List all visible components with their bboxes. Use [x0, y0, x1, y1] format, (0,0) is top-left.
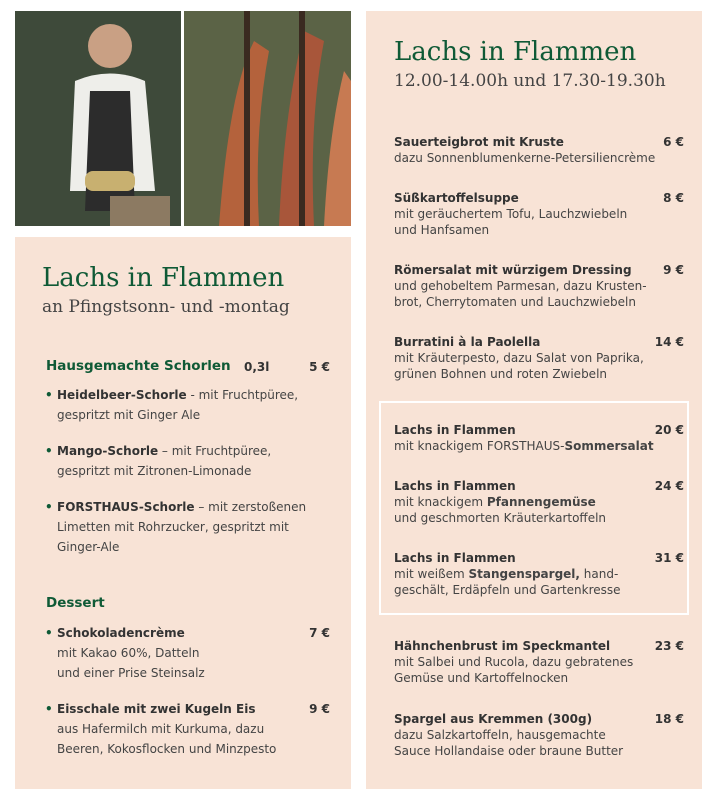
menu-item: Hähnchenbrust im Speckmantel 23 € mit Salbei und Rucola, dazu gebratenes Gemüse und Kartoffelnocken: [394, 639, 684, 685]
menu-item: Burratini à la Paolella 14 € mit Kräuterpesto, dazu Salat von Paprika, grünen Bohnen und roten Zwiebeln: [394, 335, 684, 381]
right-title: Lachs in Flammen: [394, 37, 637, 67]
menu-item: • FORSTHAUS-Schorle – mit zerstoßenen Limetten mit Rohrzucker, gespritzt mit Ginger-Ale: [45, 500, 307, 554]
menu-item: • Mango-Schorle – mit Fruchtpüree, gespritzt mit Zitronen-Limonade: [45, 444, 272, 478]
dessert-price: 7 €: [309, 626, 330, 640]
salmon-photo: [184, 11, 351, 226]
menu-item: Sauerteigbrot mit Kruste 6 € dazu Sonnenblumenkerne-Petersiliencrème: [394, 135, 684, 165]
chef-photo-icon: [15, 11, 181, 226]
chef-photo: [15, 11, 181, 226]
schorlen-heading: Hausgemachte Schorlen: [46, 358, 231, 374]
schorlen-price: 5 €: [309, 360, 330, 374]
menu-item: Römersalat mit würzigem Dressing 9 € und gehobeltem Parmesan, dazu Krusten- brot, Cherrytomaten und Lauchzwiebeln: [394, 263, 684, 309]
menu-item: • Heidelbeer-Schorle - mit Fruchtpüree, gespritzt mit Ginger Ale: [45, 388, 299, 422]
menu-item: Lachs in Flammen 20 € mit knackigem FORSTHAUS-Sommersalat: [394, 423, 684, 453]
left-subtitle: an Pfingstsonn- und -montag: [42, 297, 290, 317]
menu-item: Spargel aus Kremmen (300g) 18 € dazu Salzkartoffeln, hausgemachte Sauce Hollandaise oder braune Butter: [394, 712, 684, 758]
schorlen-size: 0,3l: [244, 360, 270, 374]
right-hours: 12.00-14.00h und 17.30-19.30h: [394, 71, 666, 91]
menu-item: • Schokoladencrème mit Kakao 60%, Datteln und einer Prise Steinsalz: [45, 626, 205, 680]
right-menu-panel: [366, 11, 702, 789]
dessert-heading: Dessert: [46, 595, 105, 611]
menu-item: Lachs in Flammen 31 € mit weißem Stangenspargel, hand- geschält, Erdäpfeln und Gartenkresse: [394, 551, 684, 597]
menu-item: Süßkartoffelsuppe 8 € mit geräuchertem Tofu, Lauchzwiebeln und Hanfsamen: [394, 191, 684, 237]
left-menu-panel: [15, 237, 351, 789]
left-title: Lachs in Flammen: [42, 263, 285, 293]
dessert-price: 9 €: [309, 702, 330, 716]
menu-item: Lachs in Flammen 24 € mit knackigem Pfannengemüse und geschmorten Kräuterkartoffeln: [394, 479, 684, 525]
salmon-photo-icon: [184, 11, 351, 226]
menu-item: • Eisschale mit zwei Kugeln Eis aus Hafermilch mit Kurkuma, dazu Beeren, Kokosflocken und Minzpesto: [45, 702, 277, 756]
